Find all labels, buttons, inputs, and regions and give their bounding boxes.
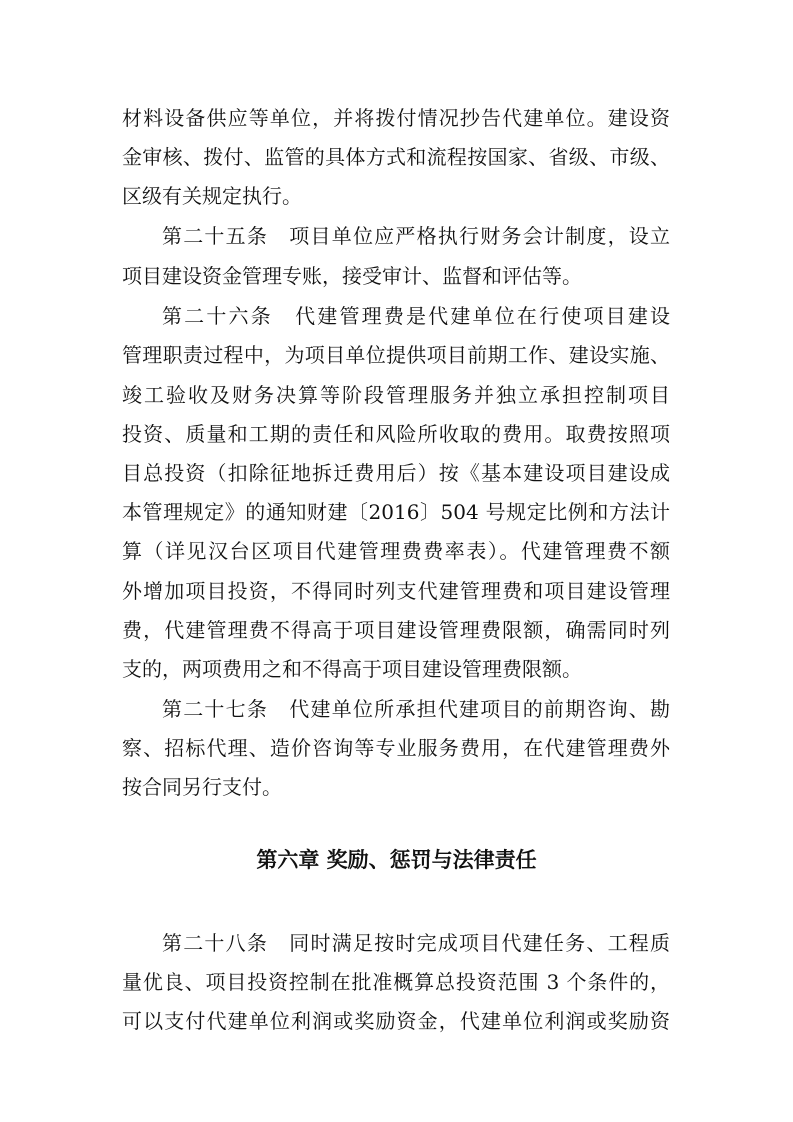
text-line: 察、招标代理、造价咨询等专业服务费用，在代建管理费外 [122, 736, 670, 760]
text-line: 本管理规定》的通知财建〔2016〕504 号规定比例和方法计 [122, 500, 670, 524]
text-line: 费，代建管理费不得高于项目建设管理费限额，确需同时列 [122, 618, 670, 642]
text-line: 区级有关规定执行。 [122, 184, 302, 208]
text-line: 项目建设资金管理专账，接受审计、监督和评估等。 [122, 264, 582, 288]
text-line: 管理职责过程中，为项目单位提供项目前期工作、建设实施、 [122, 343, 670, 367]
text-line: 材料设备供应等单位，并将拨付情况抄告代建单位。建设资 [122, 106, 670, 130]
text-line: 竣工验收及财务决算等阶段管理服务并独立承担控制项目 [122, 383, 670, 407]
text-line: 外增加项目投资，不得同时列支代建管理费和项目建设管理 [122, 579, 670, 603]
text-line: 量优良、项目投资控制在批准概算总投资范围 3 个条件的， [122, 970, 670, 994]
text-line: 算（详见汉台区项目代建管理费费率表）。代建管理费不额 [122, 539, 670, 563]
article-26-line: 第二十六条 代建管理费是代建单位在行使项目建设 [162, 304, 670, 328]
text-line: 按合同另行支付。 [122, 775, 282, 799]
text-line: 支的，两项费用之和不得高于项目建设管理费限额。 [122, 657, 582, 681]
article-28-line: 第二十八条 同时满足按时完成项目代建任务、工程质 [162, 931, 670, 955]
text-line: 投资、质量和工期的责任和风险所收取的费用。取费按照项 [122, 422, 670, 446]
article-27-line: 第二十七条 代建单位所承担代建项目的前期咨询、勘 [162, 697, 670, 721]
text-line: 目总投资（扣除征地拆迁费用后）按《基本建设项目建设成 [122, 461, 670, 485]
article-25-line: 第二十五条 项目单位应严格执行财务会计制度，设立 [162, 224, 670, 248]
text-line: 可以支付代建单位利润或奖励资金，代建单位利润或奖励资 [122, 1009, 670, 1033]
text-line: 金审核、拨付、监管的具体方式和流程按国家、省级、市级、 [122, 145, 670, 169]
chapter-heading: 第六章 奖励、惩罚与法律责任 [256, 848, 537, 872]
